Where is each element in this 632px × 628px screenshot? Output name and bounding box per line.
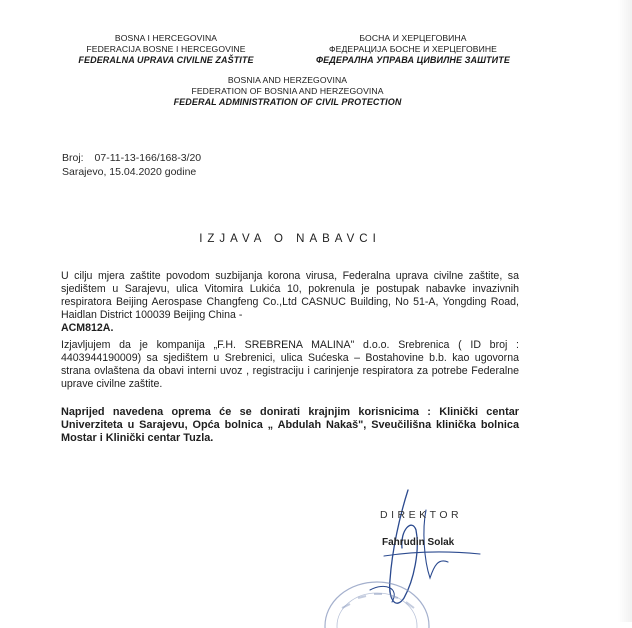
paragraph-procurement-text: U cilju mjera zaštite povodom suzbijanja korona virusa, Federalna uprava civilne zaštite, sa sjedištem u Sarajevu, ulica Vitomira Lukića 10, pokrenula je postupak nabavke invazivnih respiratora Beijing Aerospase Changfeng Co.,Ltd CASNUC Building, No 51-A, Yongding Road, Haidlan District 100039 Beijing China - xyxy=(61,270,519,321)
header-institution: FEDERALNA UPRAVA CIVILNE ZAŠTITE xyxy=(78,55,254,65)
place-and-date: Sarajevo, 15.04.2020 godine xyxy=(62,166,197,178)
official-stamp xyxy=(322,568,432,628)
paragraph-procurement xyxy=(61,270,519,335)
paragraph-company: Izjavljujem da je kompanija „F.H. SREBRENA MALINA" d.o.o. Srebrenica ( ID broj : 4403944190009) sa sjedištem u Srebrenici, ulica Sućeska – Bostahovine b.b. kao ugovorna strana ovlaštena da obavi interni uvoz , registraciju i carinjenje respiratora za potrebe Federalne uprave civilne zaštite. xyxy=(61,339,519,390)
header-center-english xyxy=(150,75,425,108)
header-federation-english: FEDERATION OF BOSNIA AND HERZEGOVINA xyxy=(191,86,384,96)
paragraph-donation: Naprijed navedena oprema će se donirati krajnjim korisnicima : Klinički centar Univerziteta u Sarajevu, Opća bolnica „ Abdulah Nakaš", Sveučilišna klinička bolnica Mostar i Klinički centar Tuzla. xyxy=(61,406,519,444)
signatory-name: Fahrudin Solak xyxy=(382,537,455,548)
document-title: IZJAVA O NABAVCI xyxy=(199,233,381,245)
header-left-latin xyxy=(66,33,266,66)
header-country-cyrillic: БОСНА И ХЕРЦЕГОВИНА xyxy=(359,33,467,43)
header-country-english: BOSNIA AND HERZEGOVINA xyxy=(227,75,348,85)
header-institution-cyrillic: ФЕДЕРАЛНА УПРАВА ЦИВИЛНЕ ЗАШТИТЕ xyxy=(316,55,510,65)
header-institution-english: FEDERAL ADMINISTRATION OF CIVIL PROTECTION xyxy=(173,97,402,107)
signatory-title: DIREKTOR xyxy=(380,509,463,521)
header-federation: FEDERACIJA BOSNE I HERCEGOVINE xyxy=(86,44,246,54)
header-right-cyrillic xyxy=(298,33,528,66)
document-meta xyxy=(62,151,201,179)
header-country: BOSNA I HERCEGOVINA xyxy=(114,33,218,43)
reference-number: 07-11-13-166/168-3/20 xyxy=(94,152,202,164)
scan-edge xyxy=(618,0,632,622)
respirator-model: ACM812A. xyxy=(61,322,114,334)
reference-label: Broj: xyxy=(62,152,84,164)
header-federation-cyrillic: ФЕДЕРАЦИЈА БОСНЕ И ХЕРЦЕГОВИНЕ xyxy=(329,44,497,54)
